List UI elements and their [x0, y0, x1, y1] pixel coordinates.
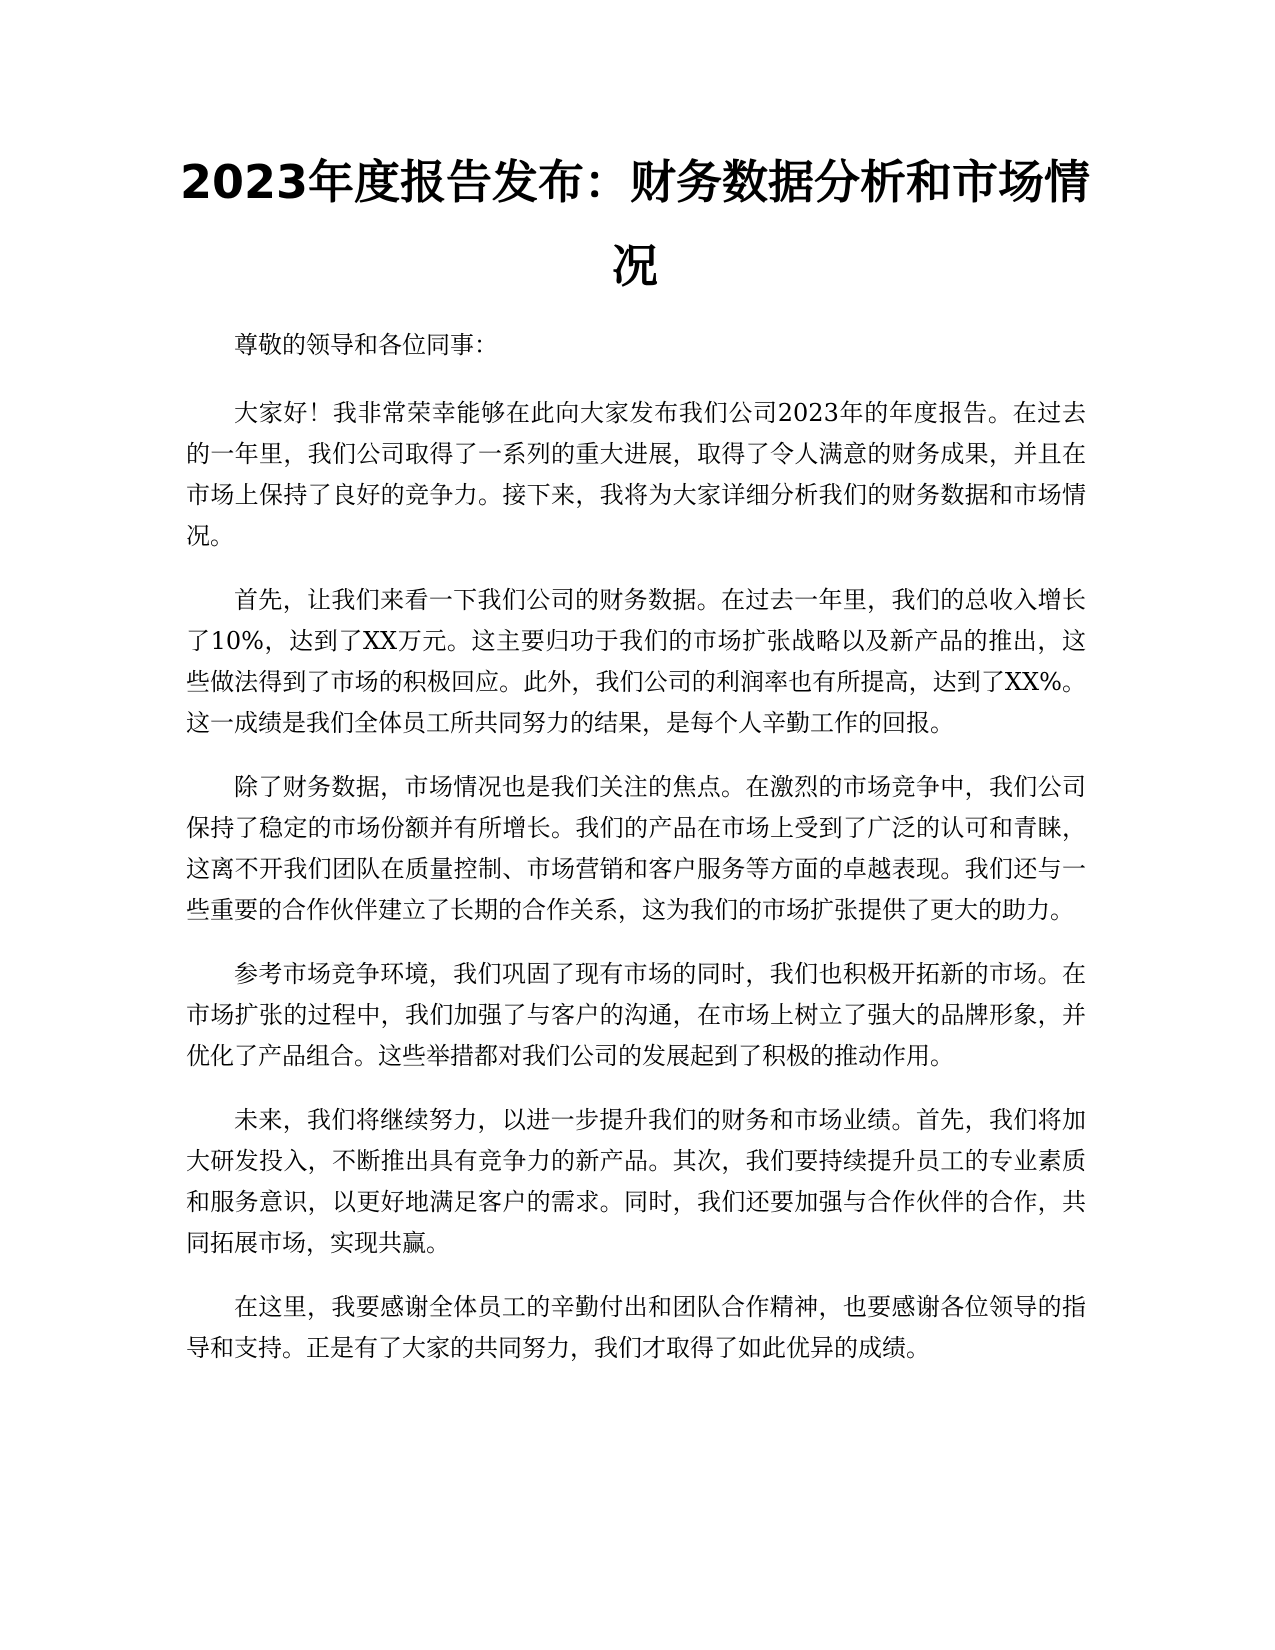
document-title: 2023年度报告发布：财务数据分析和市场情况 [179, 155, 1091, 293]
paragraph-thanks: 在这里，我要感谢全体员工的辛勤付出和团队合作精神，也要感谢各位领导的指导和支持。正是有了大家的共同努力，我们才取得了如此优异的成绩。 [186, 1293, 1086, 1362]
paragraph-market-situation: 除了财务数据，市场情况也是我们关注的焦点。在激烈的市场竞争中，我们公司保持了稳定的市场份额并有所增长。我们的产品在市场上受到了广泛的认可和青睐，这离不开我们团队在质量控制、市场营销和客户服务等方面的卓越表现。我们还与一些重要的合作伙伴建立了长期的合作关系，这为我们的市场扩张提供了更大的助力。 [186, 773, 1086, 924]
document-body [186, 325, 1086, 1392]
greeting-line: 尊敬的领导和各位同事： [234, 331, 498, 359]
paragraph-future-plans: 未来，我们将继续努力，以进一步提升我们的财务和市场业绩。首先，我们将加大研发投入，不断推出具有竞争力的新产品。其次，我们要持续提升员工的专业素质和服务意识，以更好地满足客户的需求。同时，我们还要加强与合作伙伴的合作，共同拓展市场，实现共赢。 [186, 1106, 1086, 1257]
paragraph-intro: 大家好！我非常荣幸能够在此向大家发布我们公司2023年的年度报告。在过去的一年里，我们公司取得了一系列的重大进展，取得了令人满意的财务成果，并且在市场上保持了良好的竞争力。接下来，我将为大家详细分析我们的财务数据和市场情况。 [186, 399, 1086, 550]
paragraph-market-expansion: 参考市场竞争环境，我们巩固了现有市场的同时，我们也积极开拓新的市场。在市场扩张的过程中，我们加强了与客户的沟通，在市场上树立了强大的品牌形象，并优化了产品组合。这些举措都对我们公司的发展起到了积极的推动作用。 [186, 960, 1086, 1070]
paragraph-financial-data: 首先，让我们来看一下我们公司的财务数据。在过去一年里，我们的总收入增长了10%，达到了XX万元。这主要归功于我们的市场扩张战略以及新产品的推出，这些做法得到了市场的积极回应。此外，我们公司的利润率也有所提高，达到了XX%。这一成绩是我们全体员工所共同努力的结果，是每个人辛勤工作的回报。 [186, 586, 1086, 737]
